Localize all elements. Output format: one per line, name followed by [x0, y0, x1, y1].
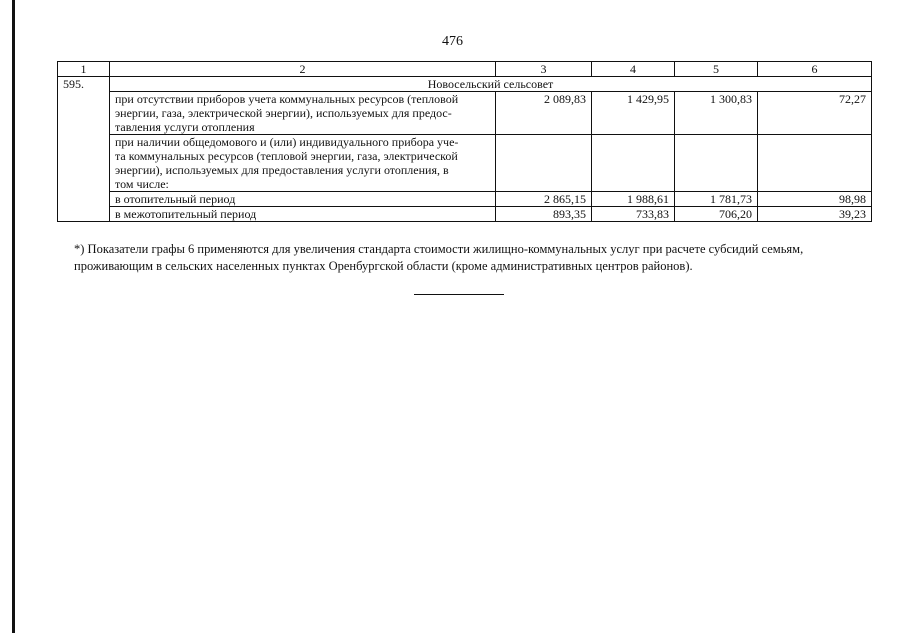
value-col-5	[675, 135, 758, 192]
page-number: 476	[442, 34, 463, 49]
value-col-3: 2 865,15	[496, 192, 592, 207]
footnote-line: *) Показатели графы 6 применяются для увеличения стандарта стоимости жилищно-коммунальных услуг при расчете субсидий семьям,	[74, 242, 804, 256]
binding-edge-line	[12, 0, 15, 633]
value-col-3: 893,35	[496, 207, 592, 222]
table-row	[58, 207, 872, 222]
section-number: 595.	[58, 77, 110, 222]
table-row	[58, 135, 872, 192]
value-col-4: 1 429,95	[592, 92, 675, 135]
value-col-4: 1 988,61	[592, 192, 675, 207]
row-description: при наличии общедомового и (или) индивидуального прибора уче- та коммунальных ресурсов (тепловой энергии, газа, электрической энергии), используемых для предоставления услуги отопления, в том числе:	[110, 135, 496, 192]
separator-rule	[414, 294, 504, 295]
header-col-6: 6	[758, 62, 872, 77]
value-col-3: 2 089,83	[496, 92, 592, 135]
header-col-3: 3	[496, 62, 592, 77]
value-col-6	[758, 135, 872, 192]
value-col-4: 733,83	[592, 207, 675, 222]
footnote-line: проживающим в сельских населенных пунктах Оренбургской области (кроме административных центров районов).	[74, 259, 693, 273]
value-col-6: 39,23	[758, 207, 872, 222]
header-col-5: 5	[675, 62, 758, 77]
header-col-4: 4	[592, 62, 675, 77]
header-col-2: 2	[110, 62, 496, 77]
row-description: в межотопительный период	[110, 207, 496, 222]
row-description: в отопительный период	[110, 192, 496, 207]
value-col-6: 98,98	[758, 192, 872, 207]
tariff-table	[57, 61, 872, 222]
table-header-row	[58, 62, 872, 77]
value-col-4	[592, 135, 675, 192]
section-row	[58, 77, 872, 92]
value-col-5: 1 300,83	[675, 92, 758, 135]
section-title: Новосельский сельсовет	[110, 77, 872, 92]
table-row	[58, 92, 872, 135]
footnote	[74, 241, 854, 275]
value-col-6: 72,27	[758, 92, 872, 135]
value-col-5: 706,20	[675, 207, 758, 222]
header-col-1: 1	[58, 62, 110, 77]
value-col-5: 1 781,73	[675, 192, 758, 207]
row-description: при отсутствии приборов учета коммунальных ресурсов (тепловой энергии, газа, электрической энергии), используемых для предос- тавления услуги отопления	[110, 92, 496, 135]
table-row	[58, 192, 872, 207]
value-col-3	[496, 135, 592, 192]
